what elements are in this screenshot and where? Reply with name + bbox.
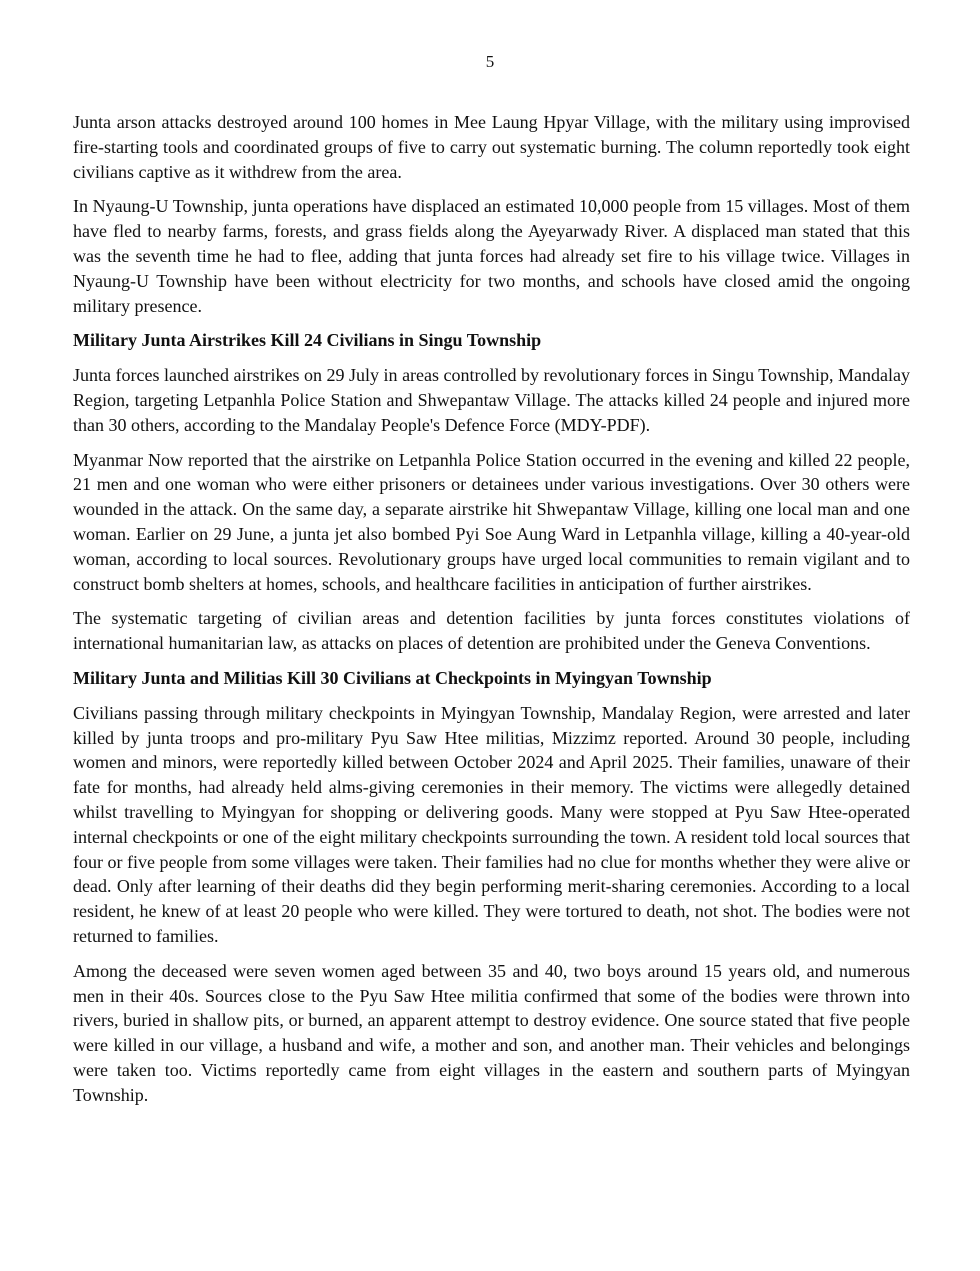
paragraph-mee-laung-hpyar-arson: Junta arson attacks destroyed around 100 homes in Mee Laung Hpyar Village, with the military using improvised fire-starting tools and coordinated groups of five to carry out systematic burning. The column reportedly took eight civilians captive as it withdrew from the area. bbox=[73, 112, 910, 182]
page-number: 5 bbox=[485, 52, 495, 71]
paragraph-singu-airstrikes: Junta forces launched airstrikes on 29 July in areas controlled by revolutionary forces in Singu Township, Mandalay Region, targeting Letpanhla Police Station and Shwepantaw Village. The attacks killed 24 people and injured more than 30 others, according to the Mandalay People's Defence Force (MDY-PDF). bbox=[73, 365, 910, 435]
paragraph-humanitarian-law: The systematic targeting of civilian areas and detention facilities by junta forces constitutes violations of international humanitarian law, as attacks on places of detention are prohibited under the Geneva Conventions. bbox=[73, 608, 910, 654]
paragraph-myingyan-checkpoint-killings: Civilians passing through military checkpoints in Myingyan Township, Mandalay Region, were arrested and later killed by junta troops and pro-military Pyu Saw Htee militias, Mizzimz reported. Around 30 people, including women and minors, were reportedly killed between October 2024 and April 2025. Their families, unaware of their fate for months, had already held alms-giving ceremonies in their memory. The victims were allegedly detained whilst travelling to Myingyan for shopping or delivering goods. Many were stopped at Pyu Saw Htee-operated internal checkpoints or one of the eight military checkpoints surrounding the town. A resident told local sources that four or five people from some villages were taken. Their families had no clue for months whether they were alive or dead. Only after learning of their deaths did they begin performing merit-sharing ceremonies. According to a local resident, he knew of at least 20 people who were killed. They were tortured to death, not shot. The bodies were not returned to families. bbox=[73, 702, 910, 946]
paragraph-nyaung-u-displacement: In Nyaung-U Township, junta operations have displaced an estimated 10,000 people from 15 villages. Most of them have fled to nearby farms, forests, and grass fields along the Ayeyarwady River. A displaced man stated that this was the seventh time he had to flee, adding that junta forces had already set fire to his village twice. Villages in Nyaung-U Township have been without electricity for two months, and schools have closed amid the ongoing military presence. bbox=[73, 196, 910, 316]
heading-singu-airstrikes: Military Junta Airstrikes Kill 24 Civilians in Singu Township bbox=[73, 330, 542, 351]
document-body bbox=[73, 110, 910, 1117]
paragraph-myingyan-deceased: Among the deceased were seven women aged between 35 and 40, two boys around 15 years old, and numerous men in their 40s. Sources close to the Pyu Saw Htee militia confirmed that some of the bodies were thrown into rivers, buried in shallow pits, or burned, an apparent attempt to destroy evidence. One source stated that five people were killed in our village, a husband and wife, a mother and son, and another man. Their vehicles and belongings were taken too. Victims reportedly came from eight villages in the eastern and southern parts of Myingyan Township. bbox=[73, 960, 910, 1105]
paragraph-letpanhla-police-station: Myanmar Now reported that the airstrike on Letpanhla Police Station occurred in the evening and killed 22 people, 21 men and one woman who were either prisoners or detainees under various investigations. Over 30 others were wounded in the attack. On the same day, a separate airstrike hit Shwepantaw Village, killing one local man and one woman. Earlier on 29 June, a junta jet also bombed Pyi Soe Aung Ward in Letpanhla village, killing a 40-year-old woman, according to local sources. Revolutionary groups have urged local communities to remain vigilant and to construct bomb shelters at homes, schools, and healthcare facilities in anticipation of further airstrikes. bbox=[73, 449, 910, 594]
heading-myingyan-checkpoints: Military Junta and Militias Kill 30 Civilians at Checkpoints in Myingyan Township bbox=[73, 667, 712, 688]
